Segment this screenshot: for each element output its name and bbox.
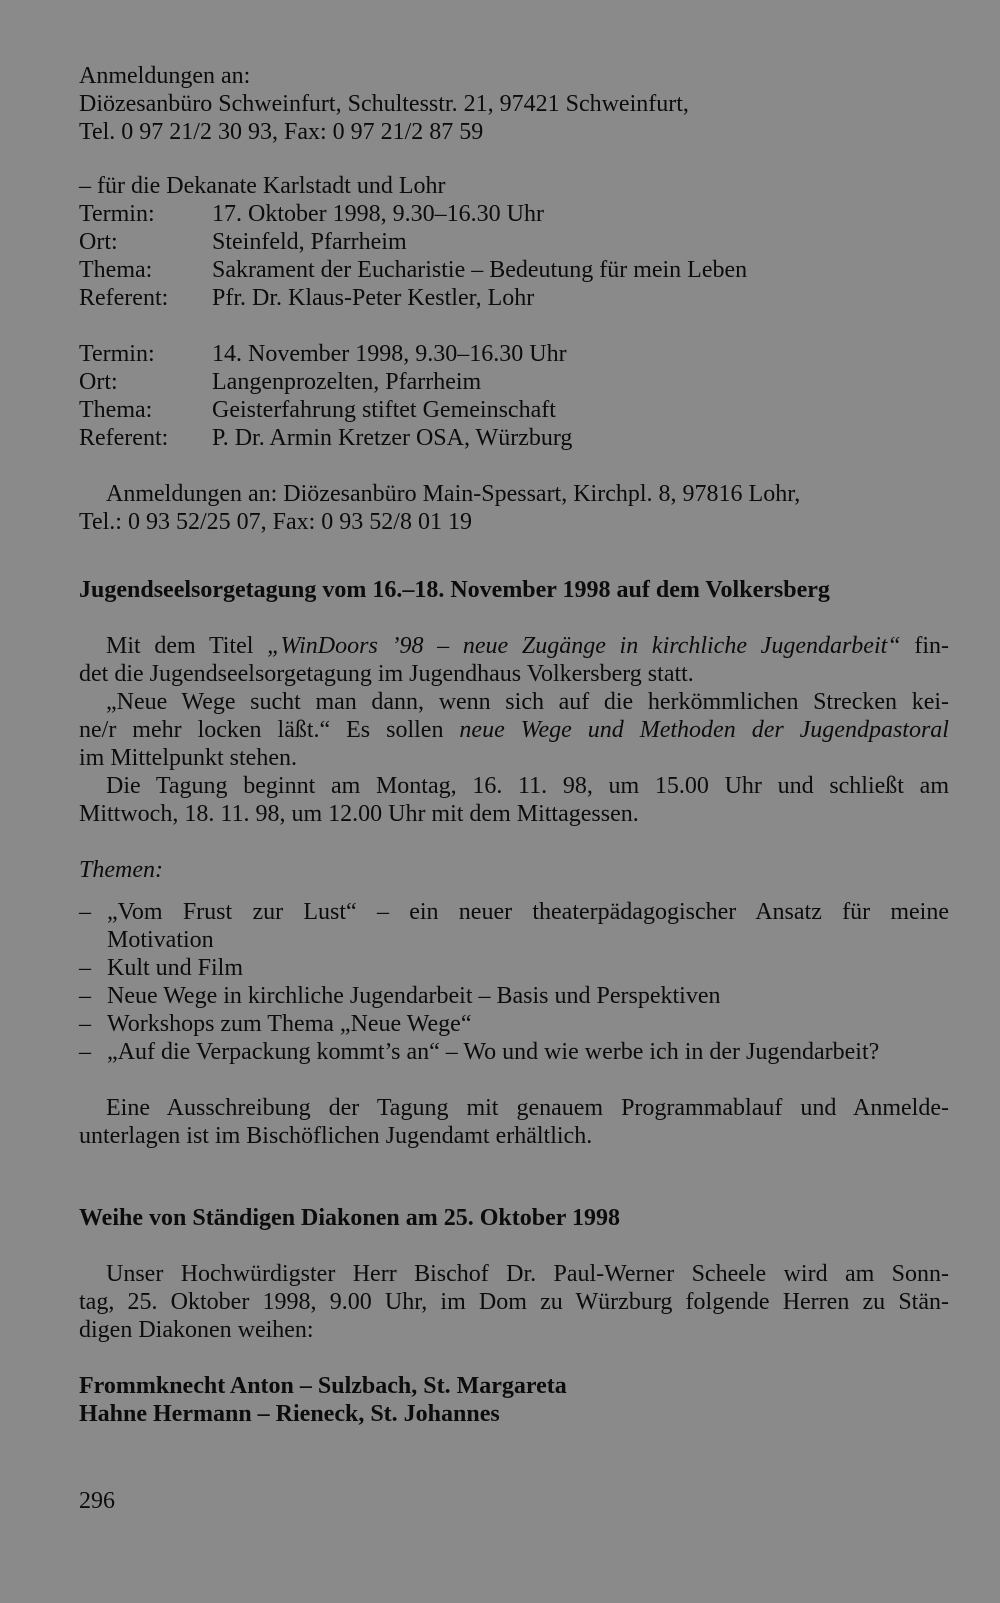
event-row bbox=[79, 228, 949, 256]
p2-italic: neue Wege und Methoden der Jugendpastoral bbox=[459, 717, 949, 743]
row-value: Sakrament der Eucharistie – Bedeutung für mein Leben bbox=[212, 257, 748, 283]
dash: – bbox=[79, 899, 91, 925]
row-value: 14. November 1998, 9.30–16.30 Uhr bbox=[212, 341, 567, 367]
document-page bbox=[79, 62, 949, 1428]
event-row bbox=[79, 424, 949, 452]
row-value: P. Dr. Armin Kretzer OSA, Würzburg bbox=[212, 425, 573, 451]
jugend-p1-line2: det die Jugendseelsorgetagung im Jugendhaus Volkersberg statt. bbox=[79, 661, 694, 687]
item-line: Motivation bbox=[107, 927, 214, 953]
page-number: 296 bbox=[79, 1488, 115, 1514]
deacon-name: Hahne Hermann – Rieneck, St. Johannes bbox=[79, 1401, 500, 1427]
address-line: Diözesanbüro Schweinfurt, Schultesstr. 21, 97421 Schweinfurt, bbox=[79, 91, 689, 117]
row-label: Thema: bbox=[79, 397, 153, 423]
list-item bbox=[79, 954, 949, 982]
dash: – bbox=[79, 1011, 91, 1037]
row-value: Langenprozelten, Pfarrheim bbox=[212, 369, 482, 395]
row-label: Ort: bbox=[79, 369, 118, 395]
jugend-p2-line2 bbox=[79, 716, 949, 744]
p1-text-b: fin- bbox=[900, 633, 949, 659]
themen-label: Themen: bbox=[79, 857, 163, 883]
dash: – bbox=[79, 983, 91, 1009]
item-line: „Auf die Verpackung kommt’s an“ – Wo und wie werbe ich in der Jugendarbeit? bbox=[107, 1039, 880, 1065]
jugend-p4-line2: unterlagen ist im Bischöflichen Jugendamt erhältlich. bbox=[79, 1123, 593, 1149]
dash: – bbox=[79, 955, 91, 981]
weihe-p-line2: tag, 25. Oktober 1998, 9.00 Uhr, im Dom zu Würzburg folgende Herren zu Stän- bbox=[79, 1289, 949, 1315]
themen-list bbox=[79, 898, 949, 1066]
tel-lohr-line: Tel.: 0 93 52/25 07, Fax: 0 93 52/8 01 19 bbox=[79, 509, 472, 535]
list-item bbox=[79, 982, 949, 1010]
p1-text-a: Mit dem Titel bbox=[106, 633, 268, 659]
item-line: Workshops zum Thema „Neue Wege“ bbox=[107, 1011, 472, 1037]
item-line: „Vom Frust zur Lust“ – ein neuer theaterpädagogischer Ansatz für meine bbox=[107, 899, 949, 925]
jugend-p2-line1: „Neue Wege sucht man dann, wenn sich auf die herkömmlichen Strecken kei- bbox=[106, 689, 949, 715]
dekanate-line: – für die Dekanate Karlstadt und Lohr bbox=[79, 173, 446, 199]
event-1 bbox=[79, 200, 949, 312]
row-value: Steinfeld, Pfarrheim bbox=[212, 229, 407, 255]
row-label: Thema: bbox=[79, 257, 153, 283]
event-2 bbox=[79, 340, 949, 452]
row-label: Termin: bbox=[79, 341, 155, 367]
jugend-heading: Jugendseelsorgetagung vom 16.–18. November 1998 auf dem Volkersberg bbox=[79, 577, 830, 603]
event-row bbox=[79, 396, 949, 424]
row-label: Referent: bbox=[79, 425, 169, 451]
p1-title: „WinDoors ’98 – neue Zugänge in kirchliche Jugendarbeit“ bbox=[267, 633, 901, 659]
weihe-p-line3: digen Diakonen weihen: bbox=[79, 1317, 314, 1343]
anmeldung-lohr-line: Anmeldungen an: Diözesanbüro Main-Spessart, Kirchpl. 8, 97816 Lohr, bbox=[106, 481, 801, 507]
jugend-p1-line1 bbox=[79, 632, 949, 660]
weihe-heading: Weihe von Ständigen Diakonen am 25. Oktober 1998 bbox=[79, 1205, 620, 1231]
jugend-p4-line1: Eine Ausschreibung der Tagung mit genauem Programmablauf und Anmelde- bbox=[106, 1095, 949, 1121]
event-row bbox=[79, 368, 949, 396]
item-line: Kult und Film bbox=[107, 955, 244, 981]
jugend-p3-line2: Mittwoch, 18. 11. 98, um 12.00 Uhr mit dem Mittagessen. bbox=[79, 801, 639, 827]
jugend-p3-line1: Die Tagung beginnt am Montag, 16. 11. 98, um 15.00 Uhr und schließt am bbox=[106, 773, 949, 799]
row-label: Ort: bbox=[79, 229, 118, 255]
event-row bbox=[79, 340, 949, 368]
jugend-p2-line3: im Mittelpunkt stehen. bbox=[79, 745, 297, 771]
list-item bbox=[79, 1038, 949, 1066]
item-line: Neue Wege in kirchliche Jugendarbeit – Basis und Perspektiven bbox=[107, 983, 721, 1009]
row-label: Termin: bbox=[79, 201, 155, 227]
event-row bbox=[79, 284, 949, 312]
list-item bbox=[79, 898, 949, 954]
event-row bbox=[79, 200, 949, 228]
weihe-p-line1: Unser Hochwürdigster Herr Bischof Dr. Paul-Werner Scheele wird am Sonn- bbox=[106, 1261, 949, 1287]
list-item bbox=[79, 1010, 949, 1038]
anmeldung-label: Anmeldungen an: bbox=[79, 63, 251, 89]
deacon-name: Frommknecht Anton – Sulzbach, St. Margareta bbox=[79, 1373, 567, 1399]
tel-line: Tel. 0 97 21/2 30 93, Fax: 0 97 21/2 87 59 bbox=[79, 119, 484, 145]
p2-text-a: ne/r mehr locken läßt.“ Es sollen bbox=[79, 717, 460, 743]
row-value: Pfr. Dr. Klaus-Peter Kestler, Lohr bbox=[212, 285, 535, 311]
dash: – bbox=[79, 1039, 91, 1065]
row-value: Geisterfahrung stiftet Gemeinschaft bbox=[212, 397, 556, 423]
row-label: Referent: bbox=[79, 285, 169, 311]
event-row bbox=[79, 256, 949, 284]
row-value: 17. Oktober 1998, 9.30–16.30 Uhr bbox=[212, 201, 544, 227]
